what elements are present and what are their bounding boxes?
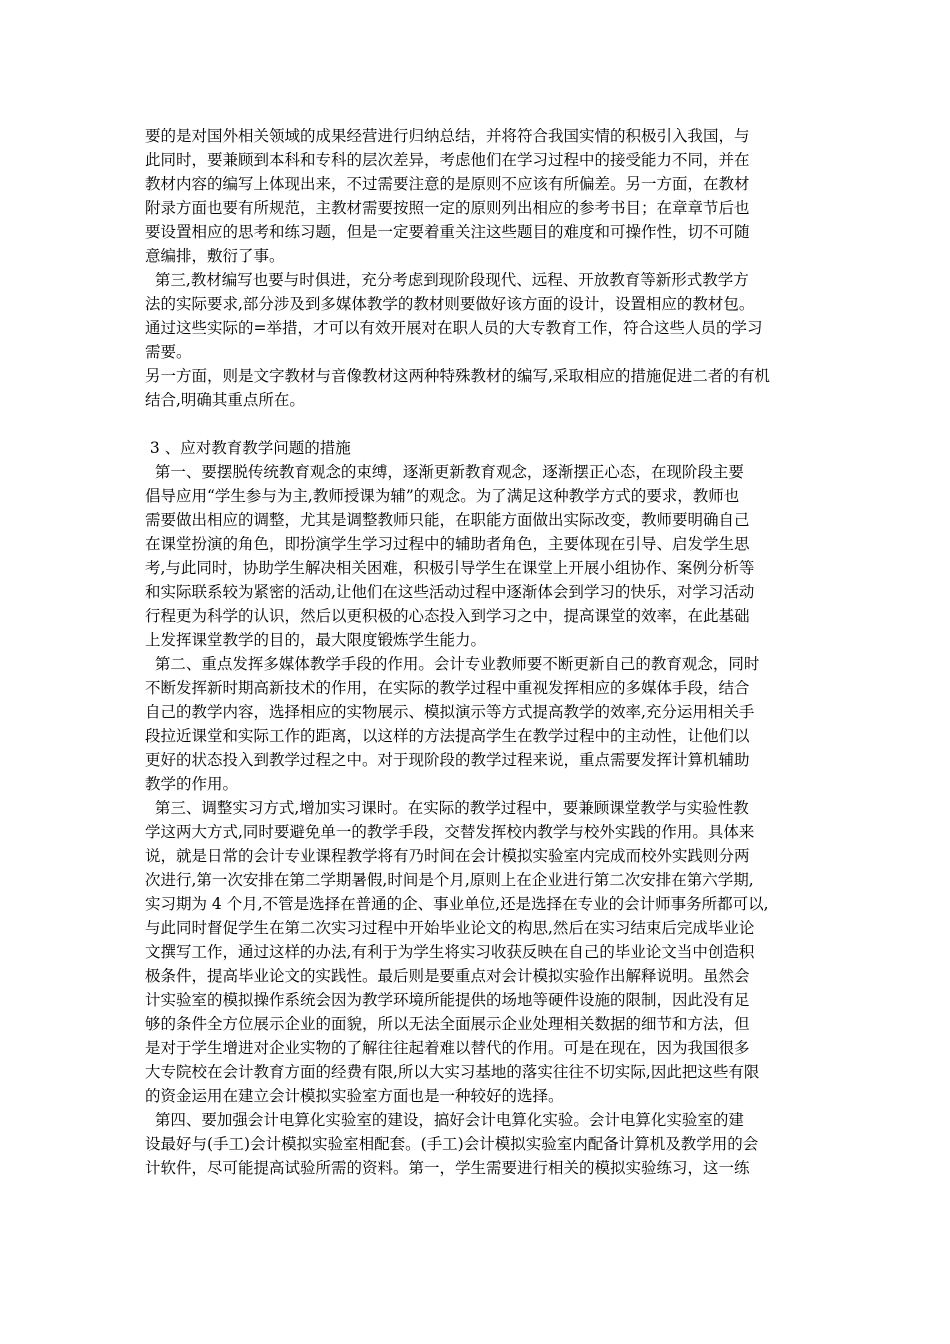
third-point-paragraph — [145, 268, 813, 364]
measure-three-paragraph — [145, 796, 813, 1108]
text-line: 第三、调整实习方式,增加实习课时。在实际的教学过程中，要兼顾课堂教学与实验性教 — [145, 799, 749, 817]
paragraph-gap — [145, 412, 813, 436]
text-line: 的资金运用在建立会计模拟实验室方面也是一种较好的选择。 — [145, 1087, 564, 1105]
text-line: 倡导应用“学生参与为主,教师授课为辅”的观念。为了满足这种教学方式的要求，教师也 — [145, 487, 740, 505]
document-body — [145, 124, 813, 1180]
text-line: 计实验室的模拟操作系统会因为教学环境所能提供的场地等硬件设施的限制，因此没有足 — [145, 991, 750, 1009]
section-heading — [145, 436, 813, 460]
text-line: 不断发挥新时期高新技术的作用，在实际的教学过程中重视发挥相应的多媒体手段，结合 — [145, 679, 750, 697]
text-line: 学这两大方式,同时要避免单一的教学手段，交替发挥校内教学与校外实践的作用。具体来 — [145, 823, 755, 841]
intro-paragraph — [145, 124, 813, 268]
text-line: 极条件，提高毕业论文的实践性。最后则是要重点对会计模拟实验作出解释说明。虽然会 — [145, 967, 750, 985]
text-line: 教材内容的编写上体现出来，不过需要注意的是原则不应该有所偏差。另一方面，在教材 — [145, 175, 750, 193]
text-line: 更好的状态投入到教学过程之中。对于现阶段的教学过程来说，重点需要发挥计算机辅助 — [145, 751, 750, 769]
text-line: 和实际联系较为紧密的活动,让他们在这些活动过程中逐渐体会到学习的快乐，对学习活动 — [145, 583, 755, 601]
text-line: 需要。 — [145, 343, 192, 361]
text-line: 要的是对国外相关领域的成果经营进行归纳总结，并将符合我国实情的积极引入我国，与 — [145, 127, 750, 145]
measure-four-paragraph — [145, 1108, 813, 1180]
text-line: 是对于学生增进对企业实物的了解往往起着难以替代的作用。可是在现在，因为我国很多 — [145, 1039, 750, 1057]
text-line: 段拉近课堂和实际工作的距离，以这样的方法提高学生在教学过程中的主动性，让他们以 — [145, 727, 750, 745]
text-line: 上发挥课堂教学的目的，最大限度锻炼学生能力。 — [145, 631, 487, 649]
text-line: 意编排，敷衍了事。 — [145, 247, 285, 265]
section-title: 3 、应对教育教学问题的措施 — [145, 439, 351, 457]
text-line: 第一、要摆脱传统教育观念的束缚，逐渐更新教育观念，逐渐摆正心态，在现阶段主要 — [145, 463, 744, 481]
text-line: 教学的作用。 — [145, 775, 239, 793]
text-line: 此同时，要兼顾到本科和专科的层次差异，考虑他们在学习过程中的接受能力不同，并在 — [145, 151, 750, 169]
text-line: 考,与此同时，协助学生解决相关困难，积极引导学生在课堂上开展小组协作、案例分析等 — [145, 559, 755, 577]
text-line: 次进行,第一次安排在第二学期暑假,时间是个月,原则上在企业进行第二次安排在第六学期, — [145, 871, 754, 889]
text-line: 说，就是日常的会计专业课程教学将有乃时间在会计模拟实验室内完成而校外实践则分两 — [145, 847, 750, 865]
text-line: 第四、要加强会计电算化实验室的建设，搞好会计电算化实验。会计电算化实验室的建 — [145, 1111, 744, 1129]
text-line: 计软件，尽可能提高试验所需的资料。第一，学生需要进行相关的模拟实验练习，这一练 — [145, 1159, 750, 1177]
text-line: 法的实际要求,部分涉及到多媒体教学的教材则要做好该方面的设计，设置相应的教材包。 — [145, 295, 755, 313]
text-line: 第三,教材编写也要与时俱进，充分考虑到现阶段现代、远程、开放教育等新形式教学方 — [145, 271, 749, 289]
text-line: 自己的教学内容，选择相应的实物展示、模拟演示等方式提高教学的效率,充分运用相关手 — [145, 703, 755, 721]
measure-one-paragraph — [145, 460, 813, 652]
text-line: 结合,明确其重点所在。 — [145, 391, 305, 409]
other-aspect-paragraph — [145, 364, 813, 412]
text-line: 实习期为 4 个月,不管是选择在普通的企、事业单位,还是选择在专业的会计师事务所都可以, — [145, 895, 769, 913]
text-line: 与此同时督促学生在第二次实习过程中开始毕业论文的构思,然后在实习结束后完成毕业论 — [145, 919, 755, 937]
text-line: 够的条件全方位展示企业的面貌，所以无法全面展示企业处理相关数据的细节和方法，但 — [145, 1015, 750, 1033]
text-line: 要设置相应的思考和练习题，但是一定要着重关注这些题目的难度和可操作性，切不可随 — [145, 223, 750, 241]
text-line: 通过这些实际的=举措，才可以有效开展对在职人员的大专教育工作，符合这些人员的学习 — [145, 319, 763, 337]
text-line: 另一方面，则是文字教材与音像教材这两种特殊教材的编写,采取相应的措施促进二者的有机 — [145, 367, 770, 385]
text-line: 第二、重点发挥多媒体教学手段的作用。会计专业教师要不断更新自己的教育观念，同时 — [145, 655, 760, 673]
text-line: 需要做出相应的调整，尤其是调整教师只能，在职能方面做出实际改变，教师要明确自己 — [145, 511, 750, 529]
text-line: 文撰写工作，通过这样的办法,有利于为学生将实习收获反映在自己的毕业论文当中创造积 — [145, 943, 755, 961]
text-line: 大专院校在会计教育方面的经费有限,所以大实习基地的落实往往不切实际,因此把这些有限 — [145, 1063, 760, 1081]
measure-two-paragraph — [145, 652, 813, 796]
text-line: 附录方面也要有所规范，主教材需要按照一定的原则列出相应的参考书目；在章章节后也 — [145, 199, 750, 217]
text-line: 行程更为科学的认识，然后以更积极的心态投入到学习之中，提高课堂的效率，在此基础 — [145, 607, 750, 625]
text-line: 在课堂扮演的角色，即扮演学生学习过程中的辅助者角色，主要体现在引导、启发学生思 — [145, 535, 750, 553]
text-line: 设最好与(手工)会计模拟实验室相配套。(手工)会计模拟实验室内配备计算机及教学用的会 — [145, 1135, 759, 1153]
